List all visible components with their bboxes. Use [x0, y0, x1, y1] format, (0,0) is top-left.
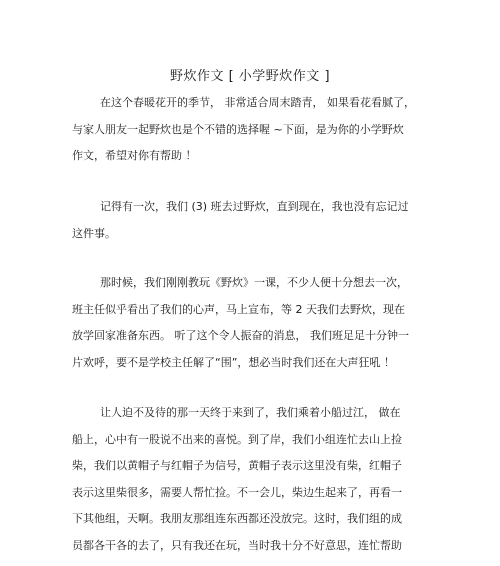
- paragraph-line: 在这个春暖花开的季节， 非常适合周末踏青， 如果看花看腻了，: [100, 96, 415, 109]
- paragraph-line: 下其他组，天啊。我朋友那组连东西都还没放完。这时，我们组的成: [72, 512, 402, 525]
- paragraph-line: 那时候，我们刚刚教玩《野炊》一课，不少人便十分想去一次，: [100, 276, 408, 289]
- paragraph-line: 让人迫不及待的那一天终于来到了，我们乘着小船过江， 做在: [100, 406, 401, 419]
- paragraph-line: 片欢呼，要不是学校主任解了“围”，想必当时我们还在大声狂吼 ！: [72, 355, 395, 369]
- paragraph-line: 放学回家准备东西。 听了这个令人振奋的消息， 我们班足足十分钟一: [72, 329, 409, 342]
- paragraph-line: 柴，我们以黄帽子与红帽子为信号，黄帽子表示这里没有柴，红帽子: [72, 459, 402, 472]
- paragraph-line: 与家人朋友一起野炊也是个不错的选择喔 ~下面，是为你的小学野炊: [72, 122, 404, 136]
- paragraph-intro: [72, 90, 415, 170]
- paragraph-announcement: [72, 270, 412, 376]
- document-title: 野炊作文 [ 小学野炊作文 ]: [169, 69, 331, 84]
- paragraph-line: 作文，希望对你有帮助 ！: [72, 149, 197, 162]
- paragraph-line: 班主任似乎看出了我们的心声，马上宣布，等 2 天我们去野炊，现在: [72, 302, 405, 316]
- paragraph-line: 记得有一次，我们 (3) 班去过野炊，直到现在，我也没有忘记过: [100, 200, 409, 213]
- paragraph-line: 这件事。: [72, 226, 116, 240]
- paragraph-the-day: [72, 400, 412, 559]
- paragraph-line: 员都各干各的去了，只有我还在玩，当时我十分不好意思，连忙帮助: [72, 538, 402, 552]
- paragraph-line: 船上，心中有一股说不出来的喜悦。到了岸，我们小组连忙去山上捡: [72, 432, 402, 446]
- paragraph-line: 表示这里柴很多，需要人帮忙捡。不一会儿，柴边生起来了，再看一: [72, 485, 402, 499]
- paragraph-memory: [72, 194, 412, 247]
